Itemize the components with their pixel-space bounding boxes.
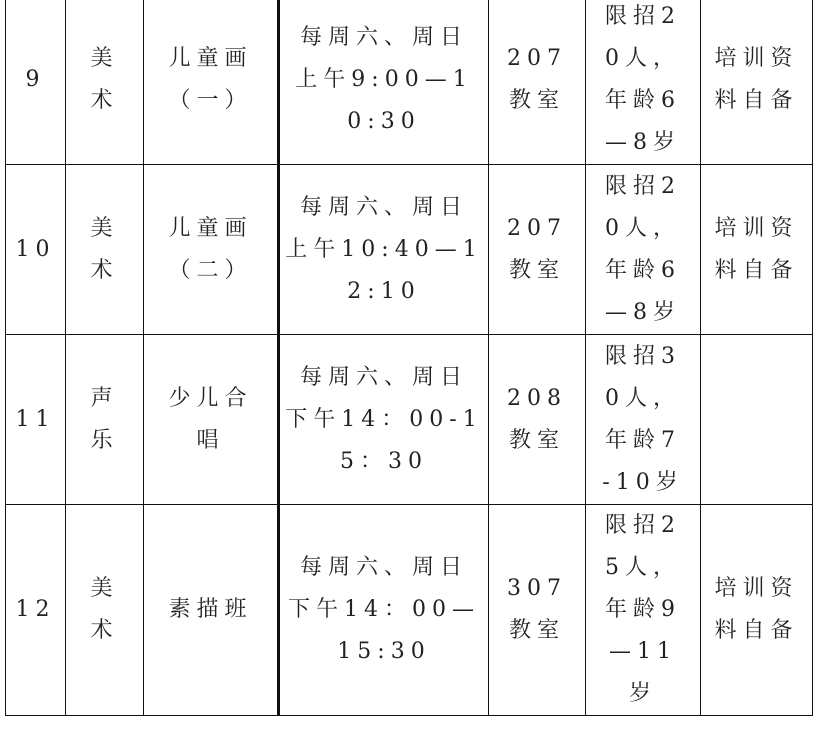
category-cell: 美 术 [66, 505, 144, 716]
schedule-cell: 每周六、周日 下午14：00— 15:30 [279, 505, 489, 716]
course-name-cell: 素描班 [144, 505, 279, 716]
enrollment-limit-cell: 限招3 0人， 年龄7 -10岁 [586, 335, 701, 505]
enrollment-limit-cell: 限招2 5人， 年龄9 —11 岁 [586, 505, 701, 716]
classroom-cell: 208 教室 [489, 335, 586, 505]
classroom-cell: 207 教室 [489, 0, 586, 165]
category-cell: 美 术 [66, 165, 144, 335]
row-number: 9 [6, 0, 66, 165]
course-name-cell: 儿童画 （二） [144, 165, 279, 335]
note-cell [701, 335, 813, 505]
table-row [6, 505, 813, 716]
table-row [6, 335, 813, 505]
course-name-cell: 儿童画 （一） [144, 0, 279, 165]
row-number: 11 [6, 335, 66, 505]
course-name-cell: 少儿合 唱 [144, 335, 279, 505]
schedule-cell: 每周六、周日 上午9:00—1 0:30 [279, 0, 489, 165]
row-number: 12 [6, 505, 66, 716]
row-number: 10 [6, 165, 66, 335]
classroom-cell: 307 教室 [489, 505, 586, 716]
table-row [6, 165, 813, 335]
category-cell: 声 乐 [66, 335, 144, 505]
enrollment-limit-cell: 限招2 0人， 年龄6 —8岁 [586, 0, 701, 165]
classroom-cell: 207 教室 [489, 165, 586, 335]
schedule-cell: 每周六、周日 下午14：00-1 5：30 [279, 335, 489, 505]
table-row [6, 0, 813, 165]
enrollment-limit-cell: 限招2 0人， 年龄6 —8岁 [586, 165, 701, 335]
note-cell: 培训资 料自备 [701, 0, 813, 165]
note-cell: 培训资 料自备 [701, 165, 813, 335]
course-table [5, 0, 813, 716]
category-cell: 美 术 [66, 0, 144, 165]
schedule-cell: 每周六、周日 上午10:40—1 2:10 [279, 165, 489, 335]
note-cell: 培训资 料自备 [701, 505, 813, 716]
